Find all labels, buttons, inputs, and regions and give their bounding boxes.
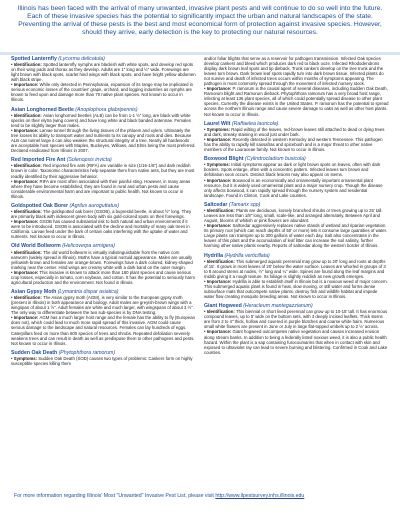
identification-paragraph (11, 250, 196, 270)
continued-text: and/or foliar blights that serve as a reservoir for pathogen transmission. Infected Oak species develop cankers and bleed which produces dark red to black ooze. Infected Rhododendrons display dark brown leaf spots and tip dieback. Trunk cankers develop on the tree trunk and the leaves turn brown. Dark brown leaf spots rapidly turn into dark brown tissue. Infected plants do not survive and death of infected trees occurs within months of symptoms appearing. The pathogen is most commonly spread through the movement of infected nursery stock. (204, 56, 384, 87)
intro-divider (0, 52, 400, 55)
importance-paragraph (204, 223, 389, 248)
importance-text: Larvae tunnel through the living tissues of the phloem and xylem. Ultimately the tree looses its ability to transport water and nutrients to its canopy and roots and dies. Because ALB can tunnel large it can also weaken the structural integrity of a tree. Nearly all hardwoods are acceptable host species with Maples, Buckeyes, Willows, and Elms being the most preferred. Declared eradicated from Illinois in 2007. (11, 127, 196, 154)
identification-label: • Identification: (11, 249, 44, 255)
species-common-name: Laurel Wilt (204, 120, 232, 127)
symptoms-text: Initial symptoms appear as dark or light brown spots on leaves, often with dark borders. Spots enlarge, often with a concentric pattern. Infected leaves turn brown and defoliation soon occurs. Distinct black lesions may also appear on stems. (204, 162, 381, 178)
species-common-name: Giant Hogweed (204, 303, 244, 310)
importance-text: This invasive is known to attack more than 180 plant species and cause serious crop losses, especially in tomato, corn soybean, and cotton. It has the potential to seriously harm agricultural production and the environment. Not found in Illinois. (11, 269, 195, 285)
species-common-name: Red Imported Fire Ant (11, 157, 67, 164)
species-scientific-name: (Anoplophora glabripennis) (75, 106, 138, 113)
species-scientific-name: (Heracleum mantegazzianum) (243, 303, 313, 310)
identification-paragraph (11, 163, 196, 178)
footer-text: For more information regarding Illinois' Most "Unwanted" Invasive Pest List, please visit (14, 493, 214, 499)
identification-label: • Identification: (11, 112, 44, 118)
species-scientific-name: (Agrilus auroguttatus) (69, 202, 120, 209)
symptoms-paragraph (11, 356, 196, 366)
importance-label: • Importance: (204, 223, 233, 229)
importance-label: • Importance: (204, 136, 233, 142)
footer-link[interactable]: http://www.ilpestsurvey.inhs.illinois.edu (215, 493, 305, 499)
importance-paragraph (204, 178, 389, 198)
species-scientific-name: (Tamarix spp) (228, 201, 261, 208)
species-common-name: Saltcedar (204, 201, 229, 208)
identification-text: Asian longhorned beetles (ALB) can be from 1-1 ½" long, are black with white specks on their elytra (wing covers) and have long white and black banded antennae. Females tend to be slightly larger than males. (11, 112, 191, 128)
importance-text: Saltcedar aggressively replaces native stands of wetland and riparian vegetation. Its primary root (which can reach depths of 50' or more) lets it consume large quantities of water. Large plants can transpire up to 300 gallons of water each day. Salt also concentrates in the leaves of this plant and the accumulation of leaf litter can increase the soil salinity, further harming other native plants nearby. Reports of saltcedar along the western border of Illinois. (204, 223, 388, 249)
identification-text: Plants are deciduous, loosely branched shrubs or trees growing up to 25' tall. Leaves are less than 1/8" long, small, scale-like, and arranged alternately. Between April and August, blooms of whitish or pink flowers are abundant. (204, 207, 383, 224)
identification-paragraph (204, 259, 389, 279)
importance-text: GSOB has caused substantial risk to both natural and urban environments if it were to be introduced. GSOB is associated with the decline and mortality of many oak trees in California. Larvae feed under the bark of certain oaks interfering with the uptake of water and nutrients. Not known to occur in Illinois. (11, 219, 190, 240)
species-entry (204, 121, 389, 152)
importance-label: • Importance: (11, 178, 40, 184)
importance-label: • Importance: (11, 82, 40, 88)
species-scientific-name: (Phytophthora ramorum) (58, 349, 116, 356)
identification-text: This biennial or short lived perennial can grow up to 10-15' tall. It has enormous compound leaves, up to 5' wide on the bottom sets, with 3 deeply incised leaflets. Thick stems are from 2 to 4" thick, hollow and covered in purple blotches and coarse white hairs. Numerous small white flowers are present in June or July in large flat-topped umbels up to 2 ½' across. (204, 309, 388, 330)
intro-paragraph: Illinois has been faced with the arrival of many unwanted, invasive plant pests and will continue to do so well into the future. Each of these invasive species has the potential to significantly impact the urban and natural landscapes of the state. Preventing the arrival of these pests is the best and most economical form of protection against invasive species. However, should they arrive, early detection is the key to protecting our natural resources. (0, 0, 400, 52)
importance-label: • Importance: (11, 315, 40, 321)
importance-paragraph (204, 86, 389, 116)
left-column (11, 56, 196, 488)
species-entry (11, 289, 196, 346)
identification-text: The old world bollworm is virtually indistinguishable from the native corn earworm (widely spread in Illinois). Moths have a typical noctuid appearance. Males are usually yellowish-brown and females are orange-brown. Forewings have a dark colored, kidney-shaped marking near the center. Hind wings are creamy white with a dark band on the outer margin. (11, 249, 193, 270)
importance-label: • Importance: (204, 86, 233, 92)
identification-paragraph (11, 113, 196, 128)
identification-paragraph (204, 208, 389, 223)
importance-text: P. ramorum is the causal agent of several diseases, including Sudden Oak Death, Ramorum blight and Ramorum dieback. Phytophthora ramorum has a very broad host range, infecting at least 136 plant species, all of which could potentially spread disease to other plant species. Currently the disease exists in the United States. P. ramorum has the potential to spread across the northern Illinois range and cause severe damage to oaks as well as other host plants. Not known to occur in Illinois. (204, 86, 389, 117)
species-entry (11, 350, 196, 366)
symptoms-label: • Symptoms: (204, 162, 232, 168)
species-scientific-name: (Helicoverpa armigera) (62, 243, 115, 250)
symptoms-text: Rapid wilting of the leaves, red-brown leaves still attached to dead or dying trees and dark, streaky staining in wood just under bark. (204, 126, 385, 137)
identification-label: • Identification: (11, 295, 44, 301)
identification-paragraph (11, 209, 196, 219)
species-entry (11, 56, 196, 102)
importance-paragraph (204, 137, 389, 152)
species-scientific-name: (Lymantria dispar asiatica) (57, 289, 119, 296)
importance-text: Hydrilla is able to establish itself in Illinois but is a noxious weed of major concern. This submerged aquatic plant is found in heat, slow moving, or still water and forms dense subsurface mats that outcompete native plants, destroy fish and wildlife habitat and impede water flow creating mosquito breeding areas. Not known to occur in Illinois. (204, 278, 388, 299)
species-scientific-name: (Lycorma delicatula) (58, 56, 105, 62)
identification-label: • Identification: (204, 207, 237, 213)
identification-text: Spotted lanternfly nymphs are blackish with white spots, and develop red spots on their wing pads and thorax as they develop. Adults are 1" long and ½" wide. Forewings are light brown with black spots, scarlet hind wings with black spots, and have bright yellow abdomen with black stripe. (11, 62, 196, 83)
importance-text: While only detected in Pennsylvania, expansion of its range may be implicated in serious economic losses of the countries' grape, orchard, and logging industries as nymphs are known to feed upon and damage more than 70 native plant species. Not known to occur in Illinois. (11, 82, 194, 103)
identification-label: • Identification: (204, 309, 237, 315)
species-entry (204, 56, 389, 117)
species-entry (204, 253, 389, 299)
species-common-name: Old World Bollworm (11, 243, 63, 250)
species-scientific-name: (Cylindrocladium buxicola) (244, 156, 306, 163)
importance-paragraph (11, 179, 196, 199)
species-scientific-name: (Hydrilla verticillata) (224, 252, 270, 259)
importance-text: Boxwood is an economically and ornamentally important ornamental plant resource, but it is widely used ornamental plant and a major nursery crop. Though the disease only affects boxwood, it can rapidly spread through the nursery system and residential landscape. Found in Clinton, Cook and Lake counties. (204, 177, 383, 198)
species-common-name: Asian Longhorned Beetle (11, 106, 76, 113)
importance-paragraph (11, 219, 196, 239)
species-entry (204, 303, 389, 355)
importance-text: AGM has a much larger host range and the female has the ability to fly (European does not), which could lead to much more rapid spread of this invasive. AGM could cause serious damage to the landscape and natural resources. Females can lay hundreds of eggs. Caterpillars feed on more than 600 species of trees and shrubs. Repeated defoliation severely weakens trees and can result in death as well as predispose them to other pathogens and pests. Not known to occur in Illinois. (11, 315, 195, 346)
importance-paragraph (11, 128, 196, 153)
importance-paragraph (204, 279, 389, 299)
species-entry (11, 107, 196, 153)
species-common-name: Spotted Lanternfly (11, 56, 59, 62)
importance-label: • Importance: (11, 127, 40, 133)
importance-text: Recently detected in western Kentucky and western Tennessee. This pathogen has the ability to rapidly kill sassafras and spicebush and is a major threat to other native members of the Lauraceae family. Not known to occur in Illinois. (204, 136, 383, 153)
importance-label: • Importance: (204, 329, 233, 335)
identification-text: The Asian gypsy moth (AGM), is very similar to the European gypsy moth (present in Illinois) in both appearance and biology. Adult males are greyish-brown wings with a wingspan of about 1 ½". Adult females are white and much larger, with wingspans of about 3 ½". The only way to differentiate between the two sub-species is by DNA testing. (11, 295, 194, 316)
symptoms-text: Sudden Oak Death (SOD) causes two types of problems: Cankers form on highly susceptible species killing them (11, 355, 193, 366)
species-common-name: Sudden Oak Death (11, 349, 59, 356)
identification-label: • Identification: (204, 258, 237, 264)
species-scientific-name: (Solenopsis invicta) (66, 157, 112, 164)
importance-text: Giant hogweed outcompetes native vegetation and causes increased erosion along stream banks. In addition to being a federally listed noxious weed, it is also a public health hazard. Within the plant is a sap containing furocoumarins that when in contact with skin and exposed to ultraviolet ray can lead to severe burning and blistering. Confirmed in Cook and Lake counties. (204, 329, 388, 355)
identification-text: Red imported fire ants (RIFA) are variable in size (1/16-1/5") and dark reddish brown in color. Taxonomic characteristics help separate them from native ants, but they are most readily identified by their aggressive behavior. (11, 163, 195, 179)
identification-paragraph (11, 62, 196, 82)
species-entry (11, 243, 196, 284)
identification-text: This submerged aquatic perennial may grow up to 20' long and roots at depths of 15'. It grows in most leaves of 20' below the water surface. Leaves are whorled in groups of 3 to 8 around stems at nodes, ½" long and ¼" wide. Spines are found along the leaf margins and midrib giving it a rough texture. Its foliage is slightly reddish as new growth emerges. (204, 258, 386, 279)
importance-paragraph (204, 329, 389, 354)
species-scientific-name: (Raffaelea lauricola) (231, 120, 279, 127)
importance-text: RIFA are most often associated with their painful sting. However, in many areas where they have become established, they are found in rural and urban pests and cause considerable environmental harm and are important to public health. Not known to occur in Illinois. (11, 178, 191, 199)
symptoms-label: • Symptoms: (204, 126, 232, 132)
symptoms-paragraph (204, 127, 389, 137)
identification-label: • Identification: (11, 62, 44, 68)
symptoms-paragraph (204, 162, 389, 177)
identification-paragraph (204, 309, 389, 329)
right-column (204, 56, 389, 488)
importance-label: • Importance: (11, 269, 40, 275)
species-entry (11, 203, 196, 239)
identification-label: • Identification: (11, 209, 44, 215)
species-common-name: Hydrilla (204, 252, 225, 259)
identification-paragraph (11, 295, 196, 315)
identification-label: • Identification: (11, 163, 44, 169)
symptoms-label: • Symptoms: (11, 355, 39, 361)
species-entry (11, 157, 196, 198)
species-entry (204, 156, 389, 197)
footer (0, 490, 400, 517)
importance-label: • Importance: (204, 278, 233, 284)
content-columns (0, 56, 400, 488)
importance-paragraph (11, 315, 196, 345)
importance-label: • Importance: (11, 219, 40, 225)
species-common-name: Goldspotted Oak Borer (11, 202, 70, 209)
species-entry (204, 202, 389, 248)
importance-paragraph (11, 82, 196, 102)
importance-paragraph (11, 270, 196, 285)
importance-label: • Importance: (204, 177, 233, 183)
identification-text: The goldspotted oak borer (GSOB), a buprestid beetle, is about ½" long. They are primarily black with iridescent green body with six gold-colored spots on their forewings. (11, 209, 192, 220)
species-common-name: Boxwood Blight (204, 156, 245, 163)
species-common-name: Asian Gypsy Moth (11, 289, 58, 296)
